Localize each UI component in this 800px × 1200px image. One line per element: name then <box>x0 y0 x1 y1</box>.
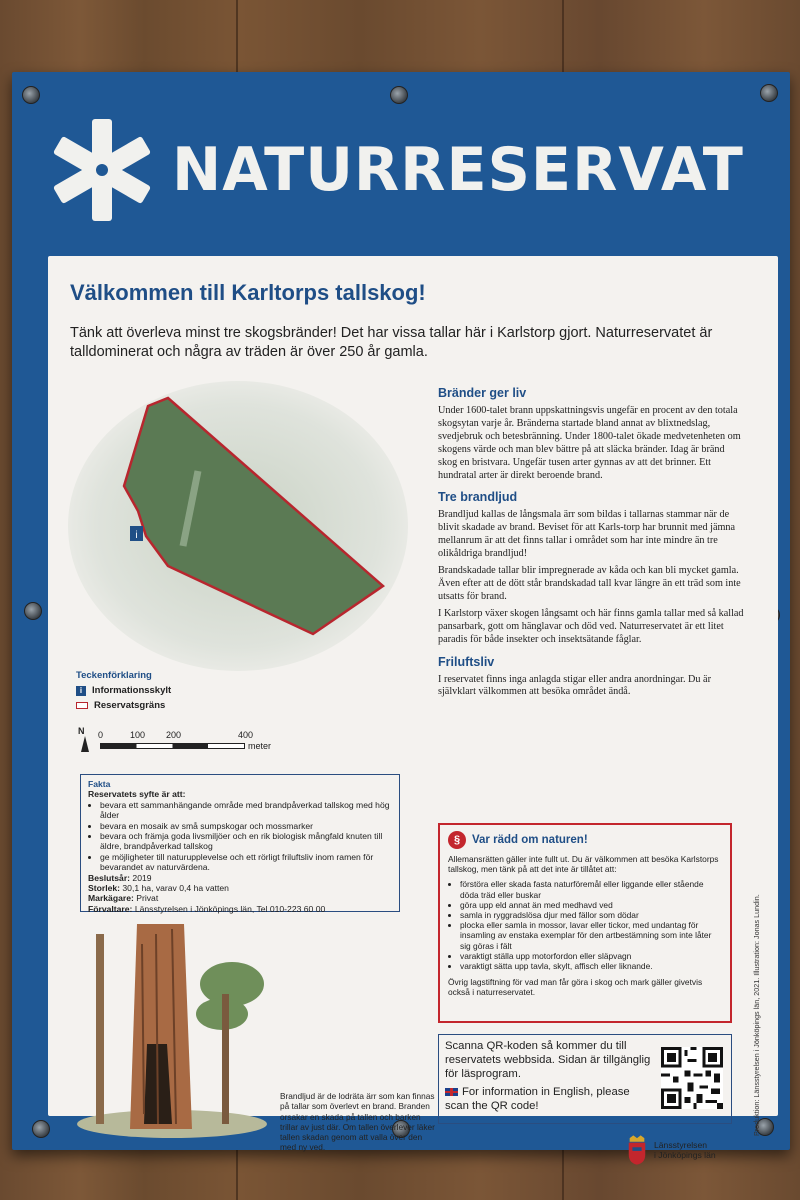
rules-header <box>448 831 722 849</box>
production-credit: Produktion: Länsstyrelsen i Jönköpings län, 2021. Illustration: Jonas Lundin. <box>752 894 761 1136</box>
reserve-map <box>68 376 408 676</box>
qr-text: Scanna QR-koden så kommer du till reservatets webbsida. Sidan är tillgänglig för läsprogram. <box>445 1040 651 1080</box>
screw-icon <box>22 86 40 104</box>
qr-box <box>438 1034 732 1124</box>
list-item: • ge möjligheter till naturupplevelse och ett rörligt friluftsliv inom ramen för bevarandet av naturvärdena. <box>100 852 392 873</box>
illustration-caption: Brandljud är de lodräta ärr som kan finnas på tallar som överlevt en brand. Branden orsakar en skada på tallen och barken trillar av just där. Om tallen överlever läker tallen skadan genom att valla över den med ny ved. <box>280 1091 435 1153</box>
legend-item <box>76 700 171 711</box>
scale-tick: 100 <box>130 730 146 740</box>
purpose-list <box>100 800 392 873</box>
scale-tick: 400 <box>238 730 254 740</box>
authority-line: Länsstyrelsen <box>654 1139 708 1150</box>
rules-box <box>438 823 732 1023</box>
legend-label: Informationsskylt <box>92 685 172 696</box>
list-item: • förstöra eller skada fasta naturföremål eller liggande eller stående döda träd eller buskar <box>460 879 722 899</box>
legend-label: Reservatsgräns <box>94 700 166 711</box>
section <box>438 386 744 482</box>
svg-text:i: i <box>135 530 138 541</box>
screw-icon <box>760 84 778 102</box>
fact-row: Storlek: 30,1 ha, varav 0,4 ha vatten <box>88 883 229 894</box>
authority-line: i Jönköpings län <box>654 1150 716 1160</box>
english-text: For information in English, please scan the QR code! <box>445 1086 630 1112</box>
nature-reserve-sign <box>12 72 790 1160</box>
section-title: Friluftsliv <box>438 654 495 669</box>
scale-unit: meter <box>248 741 272 751</box>
section <box>438 490 744 646</box>
sign-title: NATURRESERVAT <box>172 135 744 205</box>
rules-list <box>460 879 722 971</box>
authority-logo <box>626 1134 716 1166</box>
content-column <box>438 386 744 703</box>
sign-header <box>52 110 756 230</box>
list-item: • varaktigt sätta upp tavla, skylt, affisch eller liknande. <box>460 961 722 971</box>
section-paragraph: I Karlstorp växer skogen långsamt och här finns gamla tallar med så kallad pansarbark, gott om hänglavar och död ved. Naturreservatet är ett litet paradis för både insekter och insektsätande fåglar. <box>438 607 744 645</box>
fact-row: Förvaltare: Länsstyrelsen i Jönköpings län, Tel 010-223 60 00 <box>88 903 326 914</box>
list-item: • samla in ryggradslösa djur med fällor som dödar <box>460 910 722 920</box>
screw-icon <box>24 602 42 620</box>
fact-row: Beslutsår: 2019 <box>88 872 152 883</box>
legend-title: Teckenförklaring <box>76 670 152 681</box>
list-item: • göra upp eld annat än med medhavd ved <box>460 900 722 910</box>
scale-bar <box>100 743 245 749</box>
qr-code-icon[interactable] <box>661 1047 723 1109</box>
county-crest-icon <box>626 1134 648 1166</box>
intro-text: Tänk att överleva minst tre skogsbränder! Det har vissa tallar här i Karlstorp gjort. Naturreservatet är talldominerat och några av träden är över 250 år gamla. <box>70 325 713 360</box>
map-legend <box>76 670 171 711</box>
section <box>438 655 744 700</box>
fakta-box <box>80 774 400 912</box>
uk-flag-icon <box>445 1088 458 1096</box>
scale-tick: 0 <box>98 730 104 740</box>
section-paragraph: I reservatet finns inga anlagda stigar eller andra anordningar. Du är självklart välkommen att besöka området ändå. <box>438 673 711 698</box>
pine-tree-illustration <box>72 924 272 1139</box>
list-item: • bevara och främja goda livsmiljöer och en rik biologisk mångfald knuten till äldre, brandpåverkad tallskog <box>100 831 392 852</box>
list-item: • bevara ett sammanhängande område med brandpåverkad tallskog med hög ålder <box>100 800 392 821</box>
reserve-border-icon <box>76 702 88 709</box>
fact-row: Markägare: Privat <box>88 893 159 904</box>
welcome-heading: Välkommen till Karltorps tallskog! <box>70 280 426 305</box>
section-paragraph: Brandskadade tallar blir impregnerade av kåda och kan bli mycket gamla. Även efter att de dött står brandskadad tall kvar längre än ett träd som inte utsatts för brand. <box>438 565 741 602</box>
paragraph-icon: § <box>448 831 466 849</box>
rules-title: Var rädd om naturen! <box>472 833 588 846</box>
section-title: Bränder ger liv <box>438 386 527 400</box>
screw-icon <box>32 1120 50 1138</box>
section-paragraph: Brandljud kallas de långsmala ärr som bildas i tallarnas stammar när de blivit skadade av brand. Beviset för att Karls-torp har brunnit med jämna mellanrum är att det finns tallar i området som har inte mindre än tre olikåldriga brandljud! <box>438 509 736 560</box>
section-title: Tre brandljud <box>438 490 518 505</box>
authority-name <box>654 1140 716 1161</box>
legend-item <box>76 685 171 696</box>
list-item: • bevara en mosaik av små sumpskogar och mossmarker <box>100 821 392 831</box>
purpose-label: Reservatets syfte är att: <box>88 789 186 800</box>
list-item: • varaktigt ställa upp motorfordon eller släpvagn <box>460 951 722 961</box>
screw-icon <box>390 86 408 104</box>
list-item: • plocka eller samla in mossor, lavar eller tickor, med undantag för insamling av enstaka exemplar för den artbestämning som inte låter sig göras i fält <box>460 920 722 951</box>
info-sign-icon: i <box>76 686 86 696</box>
rules-intro: Allemansrätten gäller inte fullt ut. Du är välkommen att besöka Karlstorps tallskog, men tänk på att det inte är tillåtet att: <box>448 854 719 875</box>
fakta-title: Fakta <box>88 779 111 789</box>
english-info <box>445 1085 653 1113</box>
section-paragraph: Under 1600-talet brann uppskattningsvis ungefär en procent av den totala skogsytan varje år. Bränderna startade bland annat av blixtnedslag, svedjebruk och betesbränning. Under 1800-talet ökade medvetenheten om skogens värde och man blev bättre på att släcka bränder. Idag är bränd skog en bristvara. Ungefär tusen arter gynnas av att det brinner. Ett hundratal arter är direkt beroende brand. <box>438 405 741 481</box>
scale-tick: 200 <box>166 730 182 740</box>
info-panel <box>48 256 778 1160</box>
north-arrow-icon <box>81 736 89 752</box>
nature-reserve-star-icon <box>52 115 152 225</box>
north-arrow-icon: N <box>78 726 85 736</box>
rules-footer: Övrig lagstiftning för vad man får göra i skog och mark gäller givetvis också i naturreservatet. <box>448 977 703 998</box>
